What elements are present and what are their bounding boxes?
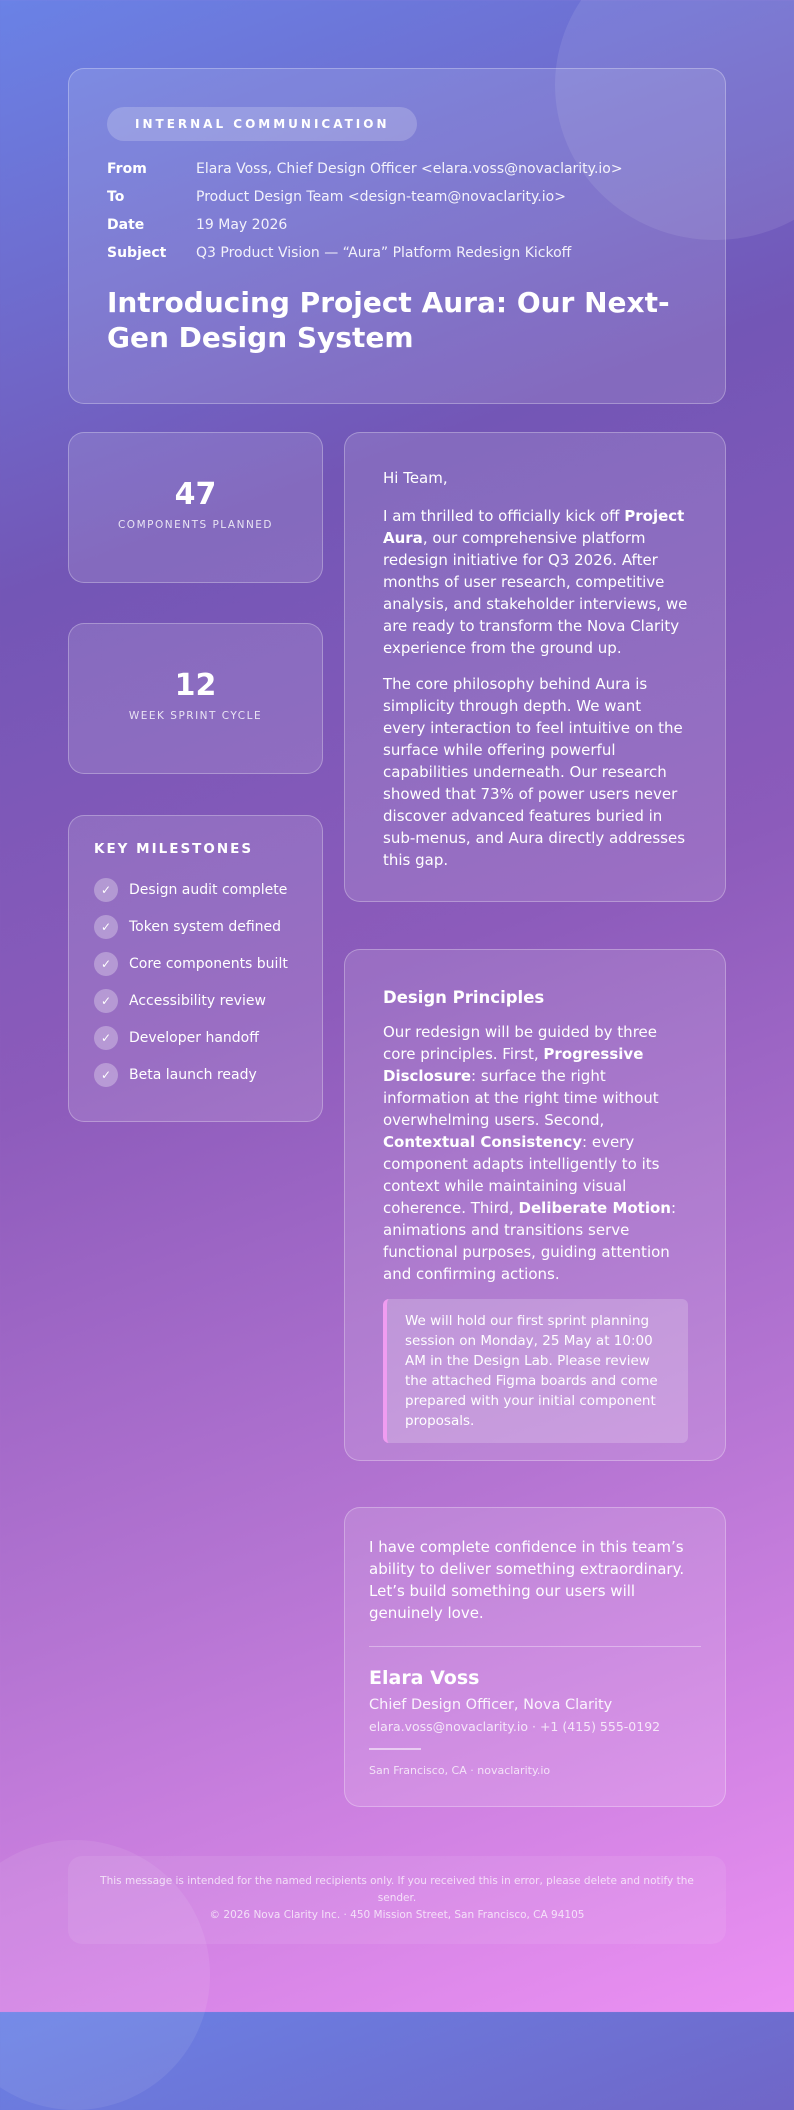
divider xyxy=(369,1646,701,1647)
closing-signature-card xyxy=(344,1507,726,1807)
milestone-label: Beta launch ready xyxy=(129,1066,257,1083)
philosophy-paragraph: The core philosophy behind Aura is simplicity through depth. We want every interaction to feel intuitive on the surface while offering powerful capabilities underneath. Our research showed that 73% of power users never discover advanced features buried in sub-menus, and Aura directly addresses this gap. xyxy=(383,675,686,869)
stat-label: WEEK SPRINT CYCLE xyxy=(128,710,263,722)
meta-value-date: 19 May 2026 xyxy=(196,217,288,233)
footer xyxy=(68,1856,726,1944)
stat-label: COMPONENTS PLANNED xyxy=(117,519,274,531)
page-title: Introducing Project Aura: Our Next-Gen Design System xyxy=(107,286,670,354)
milestones-card xyxy=(68,815,323,1122)
meta-key: Subject xyxy=(107,245,167,261)
meta-row-from xyxy=(107,155,687,183)
internal-communication-badge: INTERNAL COMMUNICATION xyxy=(107,107,417,141)
signature-rule xyxy=(369,1748,421,1750)
email-meta xyxy=(107,155,687,267)
design-principles-card xyxy=(344,949,726,1461)
check-icon: ✓ xyxy=(94,989,118,1013)
footer-copyright: © 2026 Nova Clarity Inc. · 450 Mission Street, San Francisco, CA 94105 xyxy=(209,1909,585,1921)
milestone-item xyxy=(94,945,298,982)
meta-row-date xyxy=(107,211,687,239)
letter-body-card xyxy=(344,432,726,902)
stat-number: 47 xyxy=(174,477,217,512)
meta-key: Date xyxy=(107,217,145,233)
principles-text: : surface the right information at the right time without overwhelming users. Second, xyxy=(383,1067,659,1129)
milestones-title: KEY MILESTONES xyxy=(94,841,254,857)
signature-location: San Francisco, CA · novaclarity.io xyxy=(369,1764,551,1777)
principles-paragraph xyxy=(383,1021,688,1285)
milestone-item xyxy=(94,1056,298,1093)
milestone-item xyxy=(94,908,298,945)
check-icon: ✓ xyxy=(94,915,118,939)
check-icon: ✓ xyxy=(94,1063,118,1087)
email-header-card xyxy=(68,68,726,404)
milestone-item xyxy=(94,871,298,908)
intro-text-continued: , our comprehensive platform redesign initiative for Q3 2026. After months of user research, competitive analysis, and stakeholder interviews, we are ready to transform the Nova Clarity experience from the ground up. xyxy=(383,529,688,657)
milestone-label: Design audit complete xyxy=(129,881,288,898)
meta-value-from[interactable]: Elara Voss, Chief Design Officer <elara.voss@novaclarity.io> xyxy=(196,161,623,177)
milestone-label: Token system defined xyxy=(129,918,282,935)
intro-text: I am thrilled to officially kick off xyxy=(383,507,625,525)
signature-contact[interactable]: elara.voss@novaclarity.io · +1 (415) 555-0192 xyxy=(369,1719,661,1734)
signature-role: Chief Design Officer, Nova Clarity xyxy=(369,1697,613,1713)
principle-progressive-disclosure: Progressive Disclosure xyxy=(383,1045,644,1085)
milestone-label: Core components built xyxy=(129,955,288,972)
sprint-planning-callout: We will hold our first sprint planning session on Monday, 25 May at 10:00 AM in the Design Lab. Please review the attached Figma boards and come prepared with your initial component proposals. xyxy=(383,1299,688,1443)
closing-text: I have complete confidence in this team’s ability to deliver something extraordinary. Let’s build something our users will genuinely love. xyxy=(369,1538,685,1622)
meta-row-subject xyxy=(107,239,687,267)
stat-card-components xyxy=(68,432,323,583)
principle-deliberate-motion: Deliberate Motion xyxy=(518,1199,671,1217)
milestone-item xyxy=(94,1019,298,1056)
milestone-label: Developer handoff xyxy=(129,1029,259,1046)
principles-text: : every component adapts intelligently to its context while maintaining visual coherence. Third, xyxy=(383,1133,660,1217)
intro-paragraph xyxy=(383,505,688,659)
signature-name: Elara Voss xyxy=(369,1667,480,1689)
section-title: Design Principles xyxy=(383,988,545,1007)
check-icon: ✓ xyxy=(94,878,118,902)
milestone-label: Accessibility review xyxy=(129,992,266,1009)
meta-row-to xyxy=(107,183,687,211)
meta-value-subject: Q3 Product Vision — “Aura” Platform Redesign Kickoff xyxy=(196,245,572,261)
check-icon: ✓ xyxy=(94,1026,118,1050)
principles-text: : animations and transitions serve functional purposes, guiding attention and confirming actions. xyxy=(383,1199,677,1283)
meta-key: From xyxy=(107,161,147,177)
meta-key: To xyxy=(107,189,125,205)
stat-number: 12 xyxy=(174,668,217,703)
check-icon: ✓ xyxy=(94,952,118,976)
project-name-emphasis: Project Aura xyxy=(383,507,685,547)
meta-value-to[interactable]: Product Design Team <design-team@novaclarity.io> xyxy=(196,189,566,205)
milestone-item xyxy=(94,982,298,1019)
stat-card-sprint xyxy=(68,623,323,774)
greeting: Hi Team, xyxy=(383,469,448,487)
principle-contextual-consistency: Contextual Consistency xyxy=(383,1133,583,1151)
footer-disclaimer: This message is intended for the named recipients only. If you received this in error, please delete and notify the sender. xyxy=(100,1875,694,1904)
principles-text: Our redesign will be guided by three core principles. First, xyxy=(383,1023,657,1063)
